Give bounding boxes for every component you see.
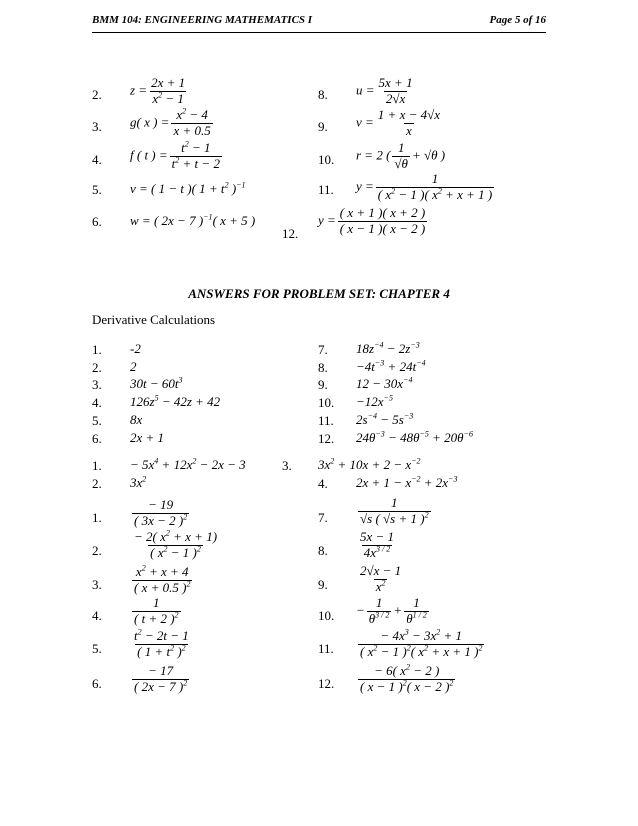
answer-number: 7.	[318, 510, 328, 525]
problem-9: v = $\frac{1 + x - 4√x}{x}$	[356, 107, 441, 138]
answer-number: 1.	[92, 510, 102, 525]
answer-2-4: $2x + 1 - x^{-2} + 2x^{-3}$	[356, 474, 458, 490]
problem-10: r = 2 ( $\frac{1}{√\theta}$ + √θ )	[356, 140, 446, 171]
answer-3-5: $\frac{t^2 - 2t - 1}{( 1 + t^2 )^2}$	[134, 627, 189, 659]
answer-number: 2.	[92, 543, 102, 558]
answer-number: 8.	[318, 543, 328, 558]
answer-3-7: $\frac{1}{√s ( √s + 1 )^2}$	[360, 495, 429, 526]
answer-number: 8.	[318, 360, 328, 375]
answer-1-4: $126z^5 - 42z + 42$	[130, 393, 221, 409]
problem-5: v = ( 1 − t )( $1 + t^2$ )$^{-1}$	[130, 180, 246, 196]
answer-1-5: 8x	[130, 412, 143, 427]
problem-3: g( x ) = $\frac{x^2 - 4}{x + 0.5}$	[130, 106, 211, 138]
answer-number: 11.	[318, 641, 334, 656]
answer-number: 12.	[318, 431, 335, 446]
problem-11: y = $\frac{1}{( x^2 - 1 )( x^2 + x + 1 )}$	[356, 171, 493, 202]
problem-number: 4.	[92, 152, 102, 167]
answer-1-10: $-12x^{-5}$	[356, 393, 393, 409]
problem-number: 9.	[318, 119, 328, 134]
answer-number: 4.	[92, 608, 102, 623]
answer-number: 9.	[318, 377, 328, 392]
answer-number: 1.	[92, 342, 102, 357]
problem-number: 6.	[92, 214, 102, 229]
problem-number: 5.	[92, 182, 102, 197]
problem-12: y = $\frac{( x + 1 )( x + 2 )}{( x - 1 )( x - 2 )}$	[318, 205, 426, 236]
answer-number: 11.	[318, 413, 334, 428]
answer-3-8: $\frac{5x - 1}{4x^{3 / 2}}$	[360, 529, 395, 560]
problem-2: z = $\frac{2x + 1}{x^2 - 1}$	[130, 75, 186, 106]
answer-number: 7.	[318, 342, 328, 357]
problem-8: u = $\frac{5x + 1}{2√x}$	[356, 75, 413, 106]
answer-2-1: − $5x^4 + 12x^2 - 2x - 3$	[130, 456, 246, 472]
answer-1-7: $18z^{-4} - 2z^{-3}$	[356, 340, 420, 356]
answer-number: 3.	[282, 458, 292, 473]
problem-number: 2.	[92, 87, 102, 102]
answer-number: 4.	[92, 395, 102, 410]
answer-2-3: $3x^2 + 10x + 2 - x^{-2}$	[318, 456, 421, 472]
answer-3-12: $\frac{- 6( x^2 - 2 )}{( x - 1 )^2( x - 2 )^2}$	[360, 662, 454, 694]
section-title: ANSWERS FOR PROBLEM SET: CHAPTER 4	[188, 286, 450, 301]
answer-3-1: $\frac{- 19}{( 3x - 2 )^2}$	[134, 497, 188, 528]
answer-number: 10.	[318, 608, 335, 623]
answer-1-8: $-4t^{-3} + 24t^{-4}$	[356, 358, 426, 374]
problem-6: w = ( 2x − 7 )$^{-1}$( x + 5 )	[130, 212, 256, 228]
answer-1-11: $2s^{-4} - 5s^{-3}$	[356, 411, 414, 427]
answer-3-4: $\frac{1}{( t + 2 )^2}$	[134, 595, 179, 626]
answer-number: 12.	[318, 676, 335, 691]
answer-number: 3.	[92, 377, 102, 392]
answer-1-9: $12 - 30x^{-4}$	[356, 375, 413, 391]
page-number: Page 5 of 16	[489, 14, 546, 26]
problem-number: 10.	[318, 152, 335, 167]
answer-1-3: $30t - 60t^3$	[130, 375, 183, 391]
answer-2-2: $3x^2$	[130, 474, 147, 490]
problem-4: f ( t ) = $\frac{t^2 - 1}{t^2 + t - 2}$	[130, 139, 220, 171]
answer-number: 9.	[318, 577, 328, 592]
answer-number: 10.	[318, 395, 335, 410]
answer-3-3: $\frac{x^2 + x + 4}{( x + 0.5 )^2}$	[134, 563, 191, 595]
answer-number: 6.	[92, 676, 102, 691]
answer-3-11: $\frac{- 4x^3 - 3x^2 + 1}{( x^2 - 1 )^2( x^2 + x + 1 )^2}$	[360, 627, 483, 659]
answer-number: 6.	[92, 431, 102, 446]
answer-3-9: $\frac{2√x - 1}{x^2}$	[360, 563, 402, 594]
answer-1-6: 2x + 1	[130, 430, 165, 445]
page-header	[92, 14, 546, 33]
answer-3-2: $\frac{- 2( x^2 + x + 1)}{( x^2 - 1 )^2}$	[134, 528, 218, 560]
answer-number: 2.	[92, 476, 102, 491]
answer-1-1: -2	[130, 341, 141, 356]
answer-number: 3.	[92, 577, 102, 592]
answer-3-10: − $\frac{1}{\theta^{3 / 2}}$ + $\frac{1}{\theta^{1 / 2}}$	[356, 595, 427, 626]
answer-1-12: $24\theta^{-3} - 48\theta^{-5} + 20\theta^{-6}$	[356, 429, 473, 445]
answer-number: 1.	[92, 458, 102, 473]
section-subtitle: Derivative Calculations	[92, 312, 216, 327]
answer-number: 4.	[318, 476, 328, 491]
answer-number: 5.	[92, 641, 102, 656]
problem-number: 12.	[282, 226, 299, 241]
answer-1-2: 2	[130, 359, 137, 374]
course-title: BMM 104: ENGINEERING MATHEMATICS I	[92, 14, 313, 26]
problem-number: 11.	[318, 182, 334, 197]
answer-3-6: $\frac{- 17}{( 2x - 7 )^2}$	[134, 663, 188, 694]
problem-number: 3.	[92, 119, 102, 134]
answer-number: 5.	[92, 413, 102, 428]
problem-number: 8.	[318, 87, 328, 102]
answer-number: 2.	[92, 360, 102, 375]
